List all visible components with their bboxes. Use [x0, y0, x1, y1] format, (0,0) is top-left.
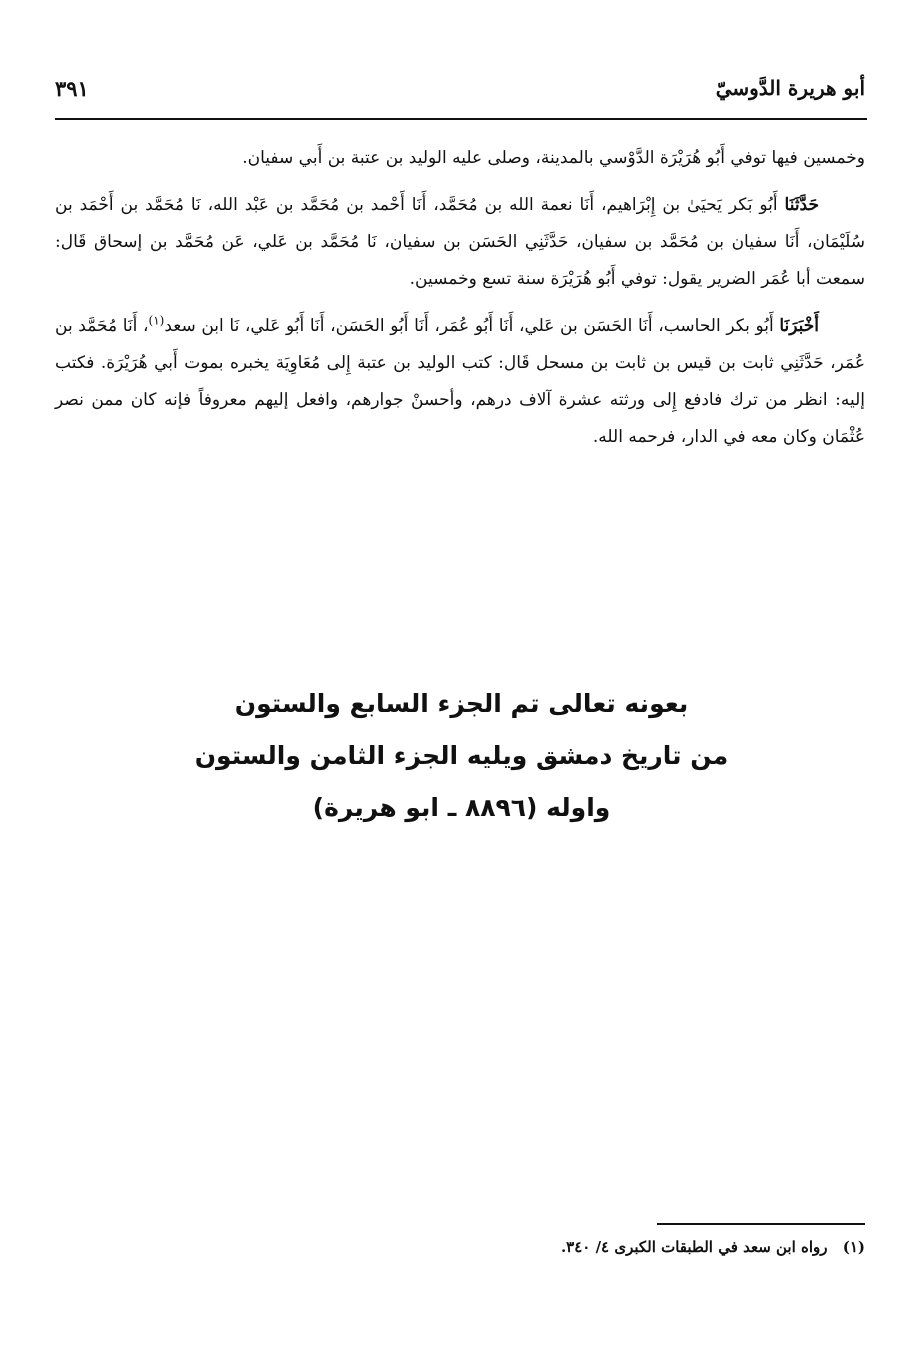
- footnote-reference[interactable]: (١): [148, 313, 165, 328]
- colophon-line-3: واوله (٨٨٩٦ ـ ابو هريرة): [312, 793, 611, 822]
- paragraph-2: [55, 187, 865, 298]
- paragraph-1-text: وخمسين فيها توفي أَبُو هُرَيْرَة الدَّوْسي بالمدينة، وصلى عليه الوليد بن عتبة بن أَبي سفيان.: [242, 148, 865, 168]
- footnote-text: رواه ابن سعد في الطبقات الكبرى ٤/ ٣٤٠.: [560, 1238, 828, 1256]
- footnote-rule: [657, 1223, 865, 1225]
- paragraph-3-text-b: ، أَنَا مُحَمَّد بن عُمَر، حَدَّثَنِي ثابت بن قيس بن ثابت بن مسحل قَال: كتب الوليد بن عتبة إِلى مُعَاوِيَة يخبره بموت أَبي هُرَيْرَة. فكتب إليه: انظر من ترك فادفع إِلى ورثته عشرة آلاف درهم، وأحسنْ جوارهم، وافعل إليهم معروفاً فإنه كان ممن نصر عُثْمَان وكان معه في الدار، فرحمه الله.: [55, 316, 865, 447]
- colophon: [120, 678, 803, 834]
- running-title: أبو هريرة الدَّوسيّ: [715, 76, 865, 100]
- page-header: [55, 72, 865, 112]
- paragraph-2-lead-word: حَدَّثَنَا: [784, 195, 819, 215]
- body-text: [55, 140, 865, 466]
- colophon-line-1: بعونه تعالى تم الجزء السابع والستون: [234, 689, 689, 718]
- footnote-marker: (١): [842, 1238, 865, 1256]
- paragraph-3: [55, 308, 865, 456]
- paragraph-3-lead-word: أَخْبَرَنَا: [779, 316, 819, 336]
- header-rule: [55, 118, 867, 120]
- footnote: [165, 1238, 865, 1256]
- paragraph-2-text: أَبُو بَكر يَحيَىٰ بن إِبْرَاهيم، أَنَا نعمة الله بن مُحَمَّد، أَنَا أَحْمد بن مُحَمَّد بن عَبْد الله، نَا مُحَمَّد بن أَحْمَد بن سُلَيْمَان، أَنَا سفيان بن مُحَمَّد بن سفيان، حَدَّثَنِي الحَسَن بن سفيان، نَا مُحَمَّد بن عَلي، عَن مُحَمَّد بن إسحاق قَال: سمعت أبا عُمَر الضرير يقول: توفي أَبُو هُرَيْرَة سنة تسع وخمسين.: [55, 195, 865, 289]
- colophon-line-2: من تاريخ دمشق ويليه الجزء الثامن والستون: [194, 741, 729, 770]
- paragraph-1: [55, 140, 865, 177]
- paragraph-3-text-a: أَبُو بكر الحاسب، أَنَا الحَسَن بن عَلي، أَنَا أَبُو عُمَر، أَنَا أَبُو الحَسَن، أَنَا أَبُو عَلي، نَا ابن سعد: [164, 316, 780, 336]
- page-number: ٣٩١: [55, 76, 89, 101]
